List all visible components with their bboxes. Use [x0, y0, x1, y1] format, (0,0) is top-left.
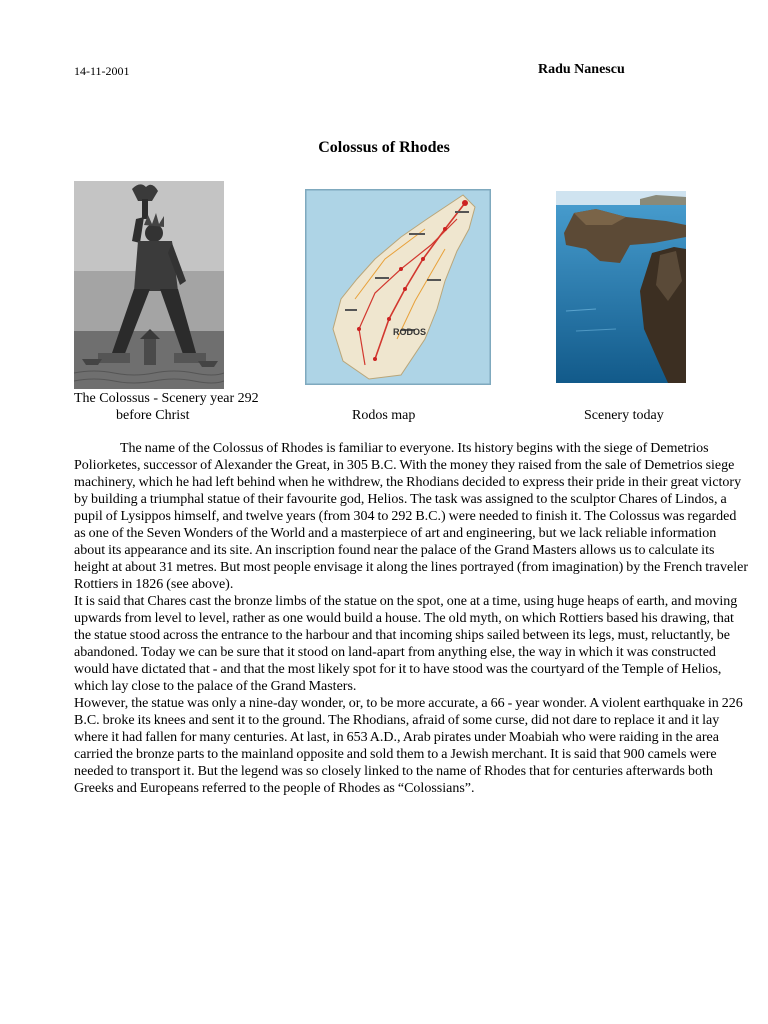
document-date: 14-11-2001 [74, 64, 130, 78]
page-title: Colossus of Rhodes [318, 139, 450, 156]
author-name: Radu Nanescu [538, 62, 625, 77]
rodos-map-image [305, 189, 491, 385]
figure-caption-map: Rodos map [352, 408, 416, 423]
paragraph: It is said that Chares cast the bronze limbs of the statue on the spot, one at a time, using huge heaps of earth, and moving upwards from level to level, rather as one would build a house. The old myth, on which Rottiers based his drawing, that the statue stood across the entrance to the harbour and that incoming ships sailed between its legs, must, reluctantly, be abandoned. Today we can be sure that it stood on land-apart from anything else, the way in which it was constructed would have dictated that - and that the most likely spot for it to have stood was the courtyard of the Temple of Helios, which lay close to the palace of the Grand Masters. [74, 594, 738, 694]
paragraph: However, the statue was only a nine-day wonder, or, to be more accurate, a 66 - year wonder. A violent earthquake in 226 B.C. broke its knees and sent it to the ground. The Rhodians, afraid of some curse, did not dare to replace it and it lay where it had fallen for many centuries. At last, in 653 A.D., Arab pirates under Moabiah who were raiding in the area carried the bronze parts to the mainland opposite and sold them to a Jewish merchant. It is said that 900 camels were needed to transport it. But the legend was so closely linked to the name of Rhodes that for centuries afterwards both Greeks and Europeans referred to the people of Rhodes as “Colossians”. [74, 696, 743, 796]
article-body [74, 440, 749, 797]
figure-caption-colossus-line2: before Christ [116, 408, 190, 423]
figure-caption-scenery: Scenery today [584, 408, 664, 423]
colossus-engraving-image [74, 181, 224, 389]
paragraph: The name of the Colossus of Rhodes is familiar to everyone. Its history begins with the siege of Demetrios Poliorketes, successor of Alexander the Great, in 305 B.C. With the money they raised from the sale of Demetrios siege machinery, which he had left behind when he withdrew, the Rhodians decided to express their pride in their great victory by building a triumphal statue of their favourite god, Helios. The task was assigned to the sculptor Chares of Lindos, a pupil of Lysippos himself, and twelve years (from 304 to 292 B.C.) were needed to finish it. The Colossus was regarded as one of the Seven Wonders of the World and a masterpiece of art and engineering, but we lack reliable information about its appearance and its site. An inscription found near the palace of the Grand Masters allows us to calculate its height at about 31 metres. But most people envisage it along the lines portrayed (from imagination) by the French traveler Rottiers in 1826 (see above). [74, 441, 748, 592]
scenery-today-image [556, 191, 686, 383]
figure-caption-colossus: The Colossus - Scenery year 292 [74, 391, 259, 406]
map-label-rodos: RODOS [393, 327, 427, 337]
